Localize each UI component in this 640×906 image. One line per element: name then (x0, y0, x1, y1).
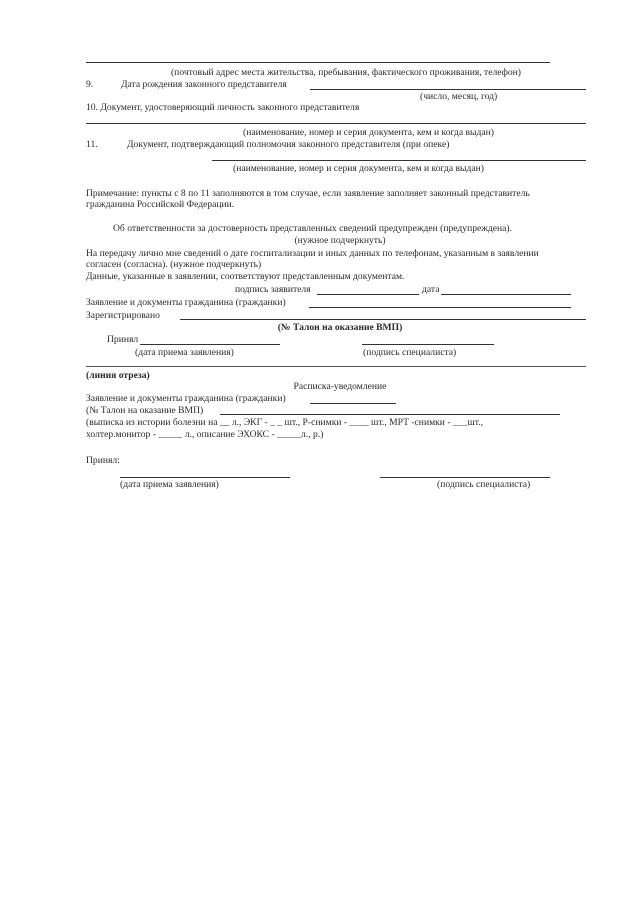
registered-line (180, 319, 586, 320)
applicant-signature-line (317, 294, 419, 295)
cut-line-label: (линия отреза) (86, 370, 150, 381)
registered-label: Зарегистрировано (86, 310, 160, 321)
receipt-sign-caption: (подпись специалиста) (437, 479, 531, 490)
item9-number: 9. (86, 79, 94, 90)
receipt-talon-caption: (№ Талон на оказание ВМП) (86, 405, 204, 416)
accepted-date-caption: (дата приема заявления) (135, 347, 234, 358)
note-line1: Примечание: пункты с 8 по 11 заполняются в том случае, если заявление заполняет законный представитель (86, 188, 530, 199)
consent-line2: согласен (согласна). (нужное подчеркнуть) (86, 259, 262, 270)
item11-line (212, 160, 586, 161)
accepted-label: Принял (107, 334, 139, 345)
citizen-docs-label: Заявление и документы гражданина (гражданки) (86, 297, 286, 308)
receipt-sign-line (380, 477, 550, 478)
signature-date-label: дата (422, 284, 440, 295)
item11-caption: (наименование, номер и серия документа, кем и когда выдан) (233, 163, 484, 174)
talon-caption: (№ Талон на оказание ВМП) (277, 322, 403, 333)
signature-date-line (441, 294, 571, 295)
item10-line (86, 123, 586, 124)
accepted-sign-caption: (подпись специалиста) (363, 347, 457, 358)
receipt-docs-label: Заявление и документы гражданина (гражданки) (86, 393, 286, 404)
top-line (86, 62, 550, 63)
note-line2: гражданина Российской Федерации. (86, 199, 235, 210)
cut-line (86, 366, 586, 367)
citizen-docs-line (309, 307, 571, 308)
receipt-holter-text: холтер.монитор - _____ л., описание ЭХОКС - _____л., р.) (86, 429, 324, 440)
receipt-date-line (120, 477, 290, 478)
receipt-extract-text: (выписка из истории болезни на __ л., ЭКГ - _ _ шт., Р-снимки - ____ шт., МРТ -снимки - ___шт., (86, 417, 483, 428)
receipt-talon-line (220, 414, 560, 415)
item9-label: Дата рождения законного представителя (121, 79, 287, 90)
item11-label: Документ, подтверждающий полномочия законного представителя (при опеке) (127, 139, 450, 150)
item9-caption: (число, месяц, год) (420, 91, 498, 102)
receipt-docs-line (310, 403, 396, 404)
postal-caption: (почтовый адрес места жительства, пребывания, фактического проживания, телефон) (170, 67, 522, 78)
accepted-date-line (140, 344, 280, 345)
item10-caption: (наименование, номер и серия документа, кем и когда выдан) (243, 127, 494, 138)
responsibility-hint: (нужное подчеркнуть) (294, 235, 386, 246)
consent-line1: На передачу лично мне сведений о дате госпитализации и иных данных по телефонам, указанным в заявлении (86, 248, 539, 259)
item10-label: 10. Документ, удостоверяющий личность законного представителя (86, 102, 360, 113)
receipt-accepted-label: Принял: (86, 455, 120, 466)
item9-line (310, 89, 586, 90)
receipt-title: Расписка-уведомление (293, 381, 387, 392)
data-match-text: Данные, указанные в заявлении, соответствуют представленным документам. (86, 271, 405, 282)
applicant-signature-label: подпись заявителя (235, 284, 311, 295)
accepted-sign-line (362, 344, 494, 345)
responsibility-line1: Об ответственности за достоверность представленных сведений предупрежден (предупреждена). (113, 223, 513, 234)
item11-number: 11. (86, 139, 98, 150)
receipt-date-caption: (дата приема заявления) (120, 479, 219, 490)
